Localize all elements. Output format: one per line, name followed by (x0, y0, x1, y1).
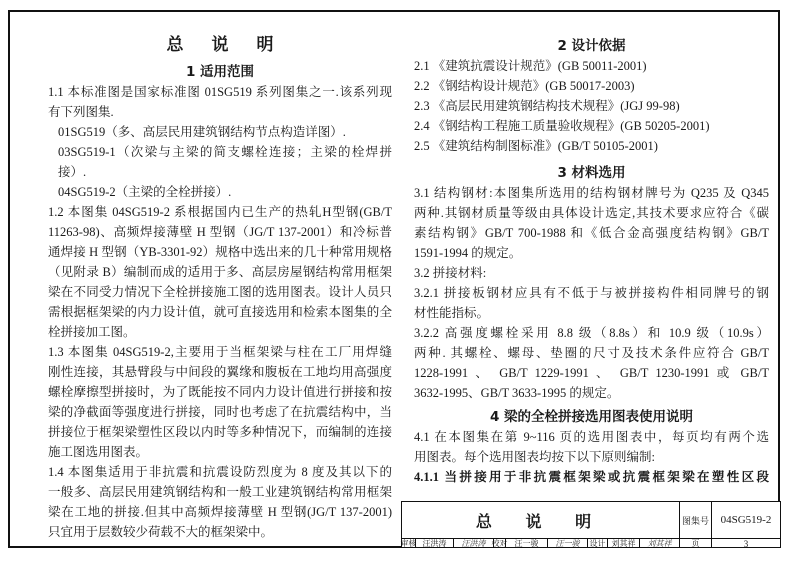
design-label: 设计 (588, 538, 608, 548)
reviewer-name: 汪洪涛 (416, 538, 454, 548)
text-line: 素结构钢》GB/T 700-1988 和《低合金高强度结构钢》GB/T (414, 226, 769, 240)
text-line: 1.3 本图集 04SG519-2,主要用于当框架梁与柱在工厂用焊缝 (48, 345, 392, 359)
text-line: 刚性连接，其悬臂段与中间段的翼缘和腹板在工地均用高强度 (48, 365, 392, 379)
section-3-heading: 3 材料选用 (557, 165, 626, 181)
reference-item: 2.5 《建筑结构制图标准》(GB/T 50105-2001) (414, 139, 658, 153)
text-line: 1228-1991 、 GB/T 1229-1991 、 GB/T 1230-1991 或 GB/T (414, 366, 769, 380)
text-line: 梁在工地的拼接.但其中高频焊接薄壁 H 型钢(JG/T 137-2001) (48, 505, 392, 519)
text-line: 1.1 本标准图是国家标准图 01SG519 系列图集之一.该系列现 (48, 85, 392, 99)
right-column (414, 36, 769, 487)
text-line: 通焊接 H 型钢（YB-3301-92）规格中选出来的几十种常用规格 (48, 245, 392, 259)
text-line: 梁的净截面等强度进行拼接，同时也考虑了在抗震结构中，当 (48, 405, 392, 419)
text-line: （见附录 B）编制而成的适用于多、高层房屋钢结构常用框架 (48, 265, 392, 279)
text-line: 3632-1995、GB/T 3633-1995 的规定。 (414, 386, 620, 400)
atlas-number: 04SG519-2 (720, 514, 772, 526)
text-line: 两种.其钢材质量等级由具体设计选定,其技术要求应符合《碳 (414, 206, 769, 220)
text-line: 4.1.1 当拼接用于非抗震框架梁或抗震框架梁在塑性区段 (414, 470, 769, 484)
text-line: 一般多、高层民用建筑钢结构和一般工业建筑钢结构常用框架 (48, 485, 392, 499)
designer-signature: 刘其祥 (640, 538, 680, 548)
text-line: 螺栓摩擦型拼接时，为了既能按不同内力设计值进行拼接和按 (48, 385, 392, 399)
text-line: 11263-98)、高频焊接薄壁 H 型钢（JG/T 137-2001）和冷标普 (48, 225, 392, 239)
text-line: 有下列图集. (48, 105, 114, 119)
text-line: 栓拼接加工图。 (48, 325, 136, 339)
text-line: 材性能指标。 (414, 306, 490, 320)
text-line: 施工图选用图表。 (48, 445, 149, 459)
text-line: 3.2 拼接材料: (414, 266, 487, 280)
text-line: 01SG519（多、高层民用建筑钢结构节点构造详图）. (58, 125, 346, 139)
text-line: 03SG519-1（次梁与主梁的简支螺栓连接；主梁的栓焊拼接）. (58, 145, 392, 179)
left-column (48, 34, 392, 542)
title-block-title: 总 说 明 (402, 502, 680, 538)
check-label: 校对 (491, 539, 508, 548)
section-1-heading: 1 适用范围 (185, 64, 255, 80)
text-line: 3.1 结构钢材:本图集所选用的结构钢材牌号为 Q235 及 Q345 (414, 186, 769, 200)
atlas-number-label: 图集号 (680, 502, 712, 538)
text-line: 3.2.1 拼接板钢材应具有不低于与被拼接构件相同牌号的钢 (414, 286, 769, 300)
text-line: 梁在不同受力情况下全栓拼接施工图的选用图表。设计人员只 (48, 285, 392, 299)
text-line: 需根据框架梁的内力设计值，就可直接选用和检索本图集的全 (48, 305, 392, 319)
text-line: 只宜用于层数较少荷载不大的框架梁中。 (48, 525, 274, 539)
reference-item: 2.2 《钢结构设计规范》(GB 50017-2003) (414, 79, 635, 93)
page-number: 3 (712, 538, 780, 548)
review-label: 审核 (400, 539, 417, 548)
section-2-heading: 2 设计依据 (557, 38, 626, 54)
page-title: 总说明 (166, 35, 302, 55)
text-line: 04SG519-2（主梁的全栓拼接）. (58, 185, 232, 199)
text-line: 1.4 本图集适用于非抗震和抗震设防烈度为 8 度及其以下的 (48, 465, 392, 479)
reference-item: 2.3 《高层民用建筑钢结构技术规程》(JGJ 99-98) (414, 99, 680, 113)
title-block (401, 501, 781, 548)
section-4-heading: 4 梁的全栓拼接选用图表使用说明 (489, 409, 694, 425)
designer-name: 刘其祥 (608, 538, 640, 548)
text-line: 4.1 在本图集在第 9~116 页的选用图表中，每页均有两个选 (414, 430, 769, 444)
text-line: 3.2.2 高强度螺栓采用 8.8 级（8.8s）和 10.9 级（10.9s） (414, 326, 769, 340)
text-line: 用图表。每个选用图表均按下以下原则编制: (414, 450, 655, 464)
text-line: 1591-1994 的规定。 (414, 246, 522, 260)
text-line: 拼接位于框架梁塑性区段以内时等多种情况下，而编制的连接 (48, 425, 392, 439)
text-line: 两种. 其螺栓、螺母、垫圈的尺寸及技术条件应符合 GB/T (414, 346, 769, 360)
reference-item: 2.1 《建筑抗震设计规范》(GB 50011-2001) (414, 59, 647, 73)
reference-item: 2.4 《钢结构工程施工质量验收规程》(GB 50205-2001) (414, 119, 710, 133)
page-label: 页 (680, 538, 712, 548)
text-line: 1.2 本图集 04SG519-2 系根据国内已生产的热轧H型钢(GB/T (48, 205, 392, 219)
checker-name: 汪一骏 (506, 538, 548, 548)
reviewer-signature: 汪洪涛 (454, 538, 494, 548)
checker-signature: 汪一骏 (548, 538, 588, 548)
